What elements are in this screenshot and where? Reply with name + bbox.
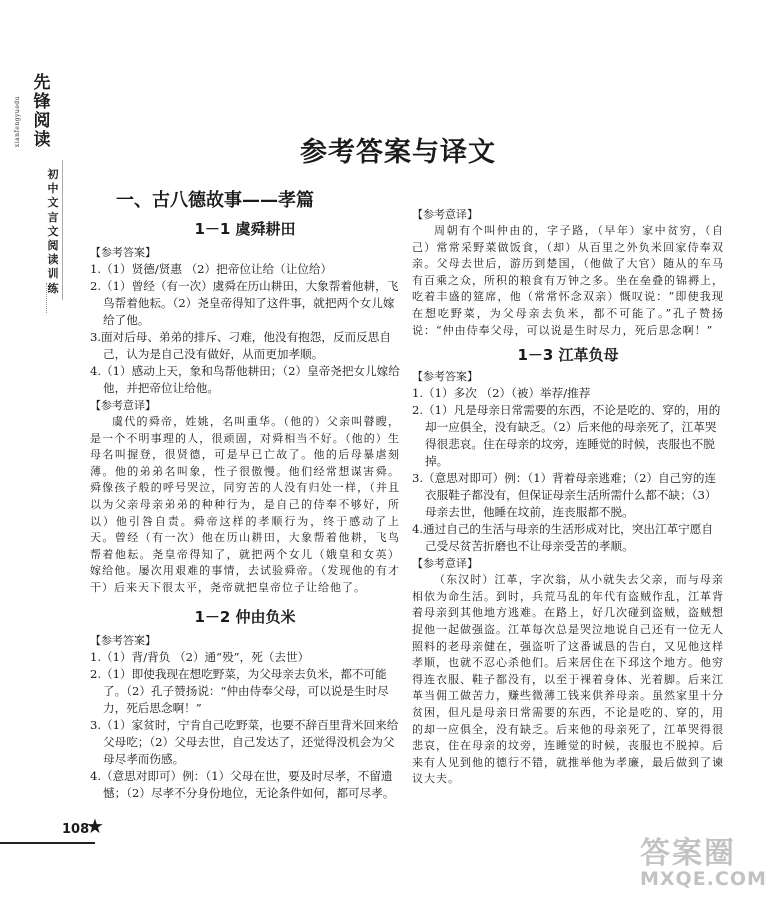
watermark	[640, 828, 775, 896]
watermark-url: MXQE.COM	[640, 868, 767, 890]
s3-translation	[412, 572, 724, 788]
translation-text: 周朝有个叫仲由的，字子路，（早年）家中贫穷，（自己）常常采野菜做饭食，（却）从百里之外负米回家侍奉双亲。父母去世后，游历到楚国，（他做了大官）随从的车马有百乘之众，所积的粮食有万钟之多。坐在垒叠的锦褥上，吃着丰盛的筵席，他（常常怀念双亲）慨叹说：“即使我现在想吃野菜，为父母亲去负米，都不可能了。”孔子赞扬说：“仲由侍奉父母，可以说是生时尽力，死后思念啊！”	[412, 224, 724, 337]
s1-title: 1－1 虞舜耕田	[194, 220, 296, 238]
s1-translation-tag: 【参考意译】	[90, 399, 156, 412]
page-number-rule	[0, 842, 95, 844]
sidebar-divider	[62, 160, 63, 300]
s3-answers	[412, 385, 724, 555]
s3-translation-tag: 【参考意译】	[412, 557, 478, 571]
answer-item: 1.（1）背/背负 （2）通“殁”，死（去世）	[90, 649, 310, 664]
star-icon: ★	[86, 814, 104, 838]
brand-pinyin: xianfengyuedu	[14, 96, 21, 148]
watermark-logo: 答案圈	[640, 836, 736, 871]
answer-item: 2.（1）曾经（有一次）虞舜在历山耕田，大象帮着他耕，飞鸟帮着他耘。（2）尧皇帝得知了这件事，就把两个女儿嫁给了他。	[90, 279, 399, 327]
s3-title: 1－3 江革负母	[517, 346, 619, 365]
s2-translation	[412, 223, 724, 339]
answer-item: 4.通过自己的生活与母亲的生活形成对比，突出江革宁愿自己受尽贫苦折磨也不让母亲受苦的孝顺。	[412, 522, 713, 554]
answer-item: 3.（1）家贫时，宁肯自己吃野菜，也要不辞百里背米回来给父母吃；（2）父母去世，自己发达了，还觉得没机会为父母尽孝而伤感。	[90, 717, 399, 766]
answer-item: 4.（意思对即可）例：（1）父母在世，要及时尽孝，不留遗憾；（2）尽孝不分身份地位，无论条件如何，都可尽孝。	[90, 768, 395, 800]
s1-answers	[90, 261, 400, 397]
answer-item: 2.（1）即使我现在想吃野菜，为父母亲去负米，都不可能了。（2）孔子赞扬说：“仲由侍奉父母，可以说是生时尽力，死后思念啊！”	[90, 666, 389, 715]
answer-item: 2.（1）凡是母亲日常需要的东西，不论是吃的、穿的，用的却一应俱全，没有缺乏。（2）后来他的母亲死了，江革哭得很悲哀。住在母亲的坟旁，连睡觉的时候，丧服也不脱掉。	[412, 403, 721, 469]
answer-item: 1.（1）贤德/贤惠 （2）把帝位让给（让位给）	[90, 262, 333, 276]
answer-item: 3.（意思对即可）例：（1）背着母亲逃难；（2）自己穷的连衣服鞋子都没有，但保证母亲生活所需什么都不缺；（3）母亲去世，他睡在坟前，连丧服都不脱。	[412, 471, 717, 520]
answer-item: 1.（1）多次 （2）（被）举荐/推荐	[412, 386, 591, 401]
s2-answers	[90, 649, 400, 802]
sidebar	[0, 0, 62, 900]
right-column	[412, 206, 724, 788]
section-title: 一、古八德故事——孝篇	[116, 190, 314, 211]
s2-title: 1－2 仲由负米	[194, 607, 296, 626]
page-number: 108	[62, 822, 90, 837]
page-title: 参考答案与译文	[300, 137, 496, 168]
s2-answer-tag: 【参考答案】	[90, 633, 156, 647]
s2-translation-tag: 【参考意译】	[412, 208, 478, 221]
translation-text: （东汉时）江革，字次翁，从小就失去父亲，而与母亲相依为命生活。到时，兵荒马乱的年代有盗贼作乱，江革背着母亲到其他地方逃难。在路上，好几次碰到盗贼，盗贼想捉他一起做强盗。江革每次总是哭泣地说自己还有一位无人照料的老母亲健在，强盗听了这番诚恳的告白，又见他这样孝顺，也就不忍心杀他们。后来居住在下邳这个地方。他穷得连衣服、鞋子都没有，以至于裸着身体、光着脚。后来江革当佣工做苦力，赚些微薄工钱来供养母亲。虽然家里十分贫困，但凡是母亲日常需要的东西，不论是吃的、穿的，用的却一应俱全，没有缺乏。后来他的母亲死了，江革哭得很悲哀，住在母亲的坟旁，连睡觉的时候，丧服也不脱掉。后来有人见到他的德行不错，就推举他为孝廉，最后做到了谏议大夫。	[412, 573, 724, 786]
sidebar-dots	[46, 283, 57, 313]
answer-item: 4.（1）感动上天，象和鸟帮他耕田；（2）皇帝尧把女儿嫁给他，并把帝位让给他。	[90, 364, 400, 395]
s1-answer-tag: 【参考答案】	[90, 246, 156, 259]
series-title: 初中文言文阅读训练	[47, 168, 59, 295]
s1-translation	[90, 414, 400, 597]
left-column	[90, 192, 400, 802]
translation-text: 虞代的舜帝，姓姚，名叫重华。（他的）父亲叫瞽瞍，是一个不明事理的人，很顽固，对舜相当不好。（他的）生母名叫握登，很贤德，可是早已亡故了。他的后母暴虐刻薄。他的弟弟名叫象，性子很傲慢。他们经常想谋害舜。舜像孩子般的呼号哭泣，同穷苦的人没有归处一样，（并且以为父亲母亲弟弟的种种行为，是自己的侍奉不够好，所以）他引咎自责。舜帝这样的孝顺行为，终于感动了上天。曾经（有一次）他在历山耕田，大象帮着他耕，飞鸟帮着他耘。尧皇帝得知了，就把两个女儿（娥皇和女英）嫁给他。屡次用艰难的事情，去试验舜帝。（发现他的有才干）后来天下很太平，尧帝就把皇帝位子让给他了。	[90, 415, 400, 594]
s3-answer-tag: 【参考答案】	[412, 370, 478, 384]
brand-logo: 先锋阅读	[33, 73, 51, 150]
answer-item: 3.面对后母、弟弟的排斥、刁难，他没有抱怨，反而反思自己，认为是自己没有做好，从而更加孝顺。	[90, 330, 391, 361]
